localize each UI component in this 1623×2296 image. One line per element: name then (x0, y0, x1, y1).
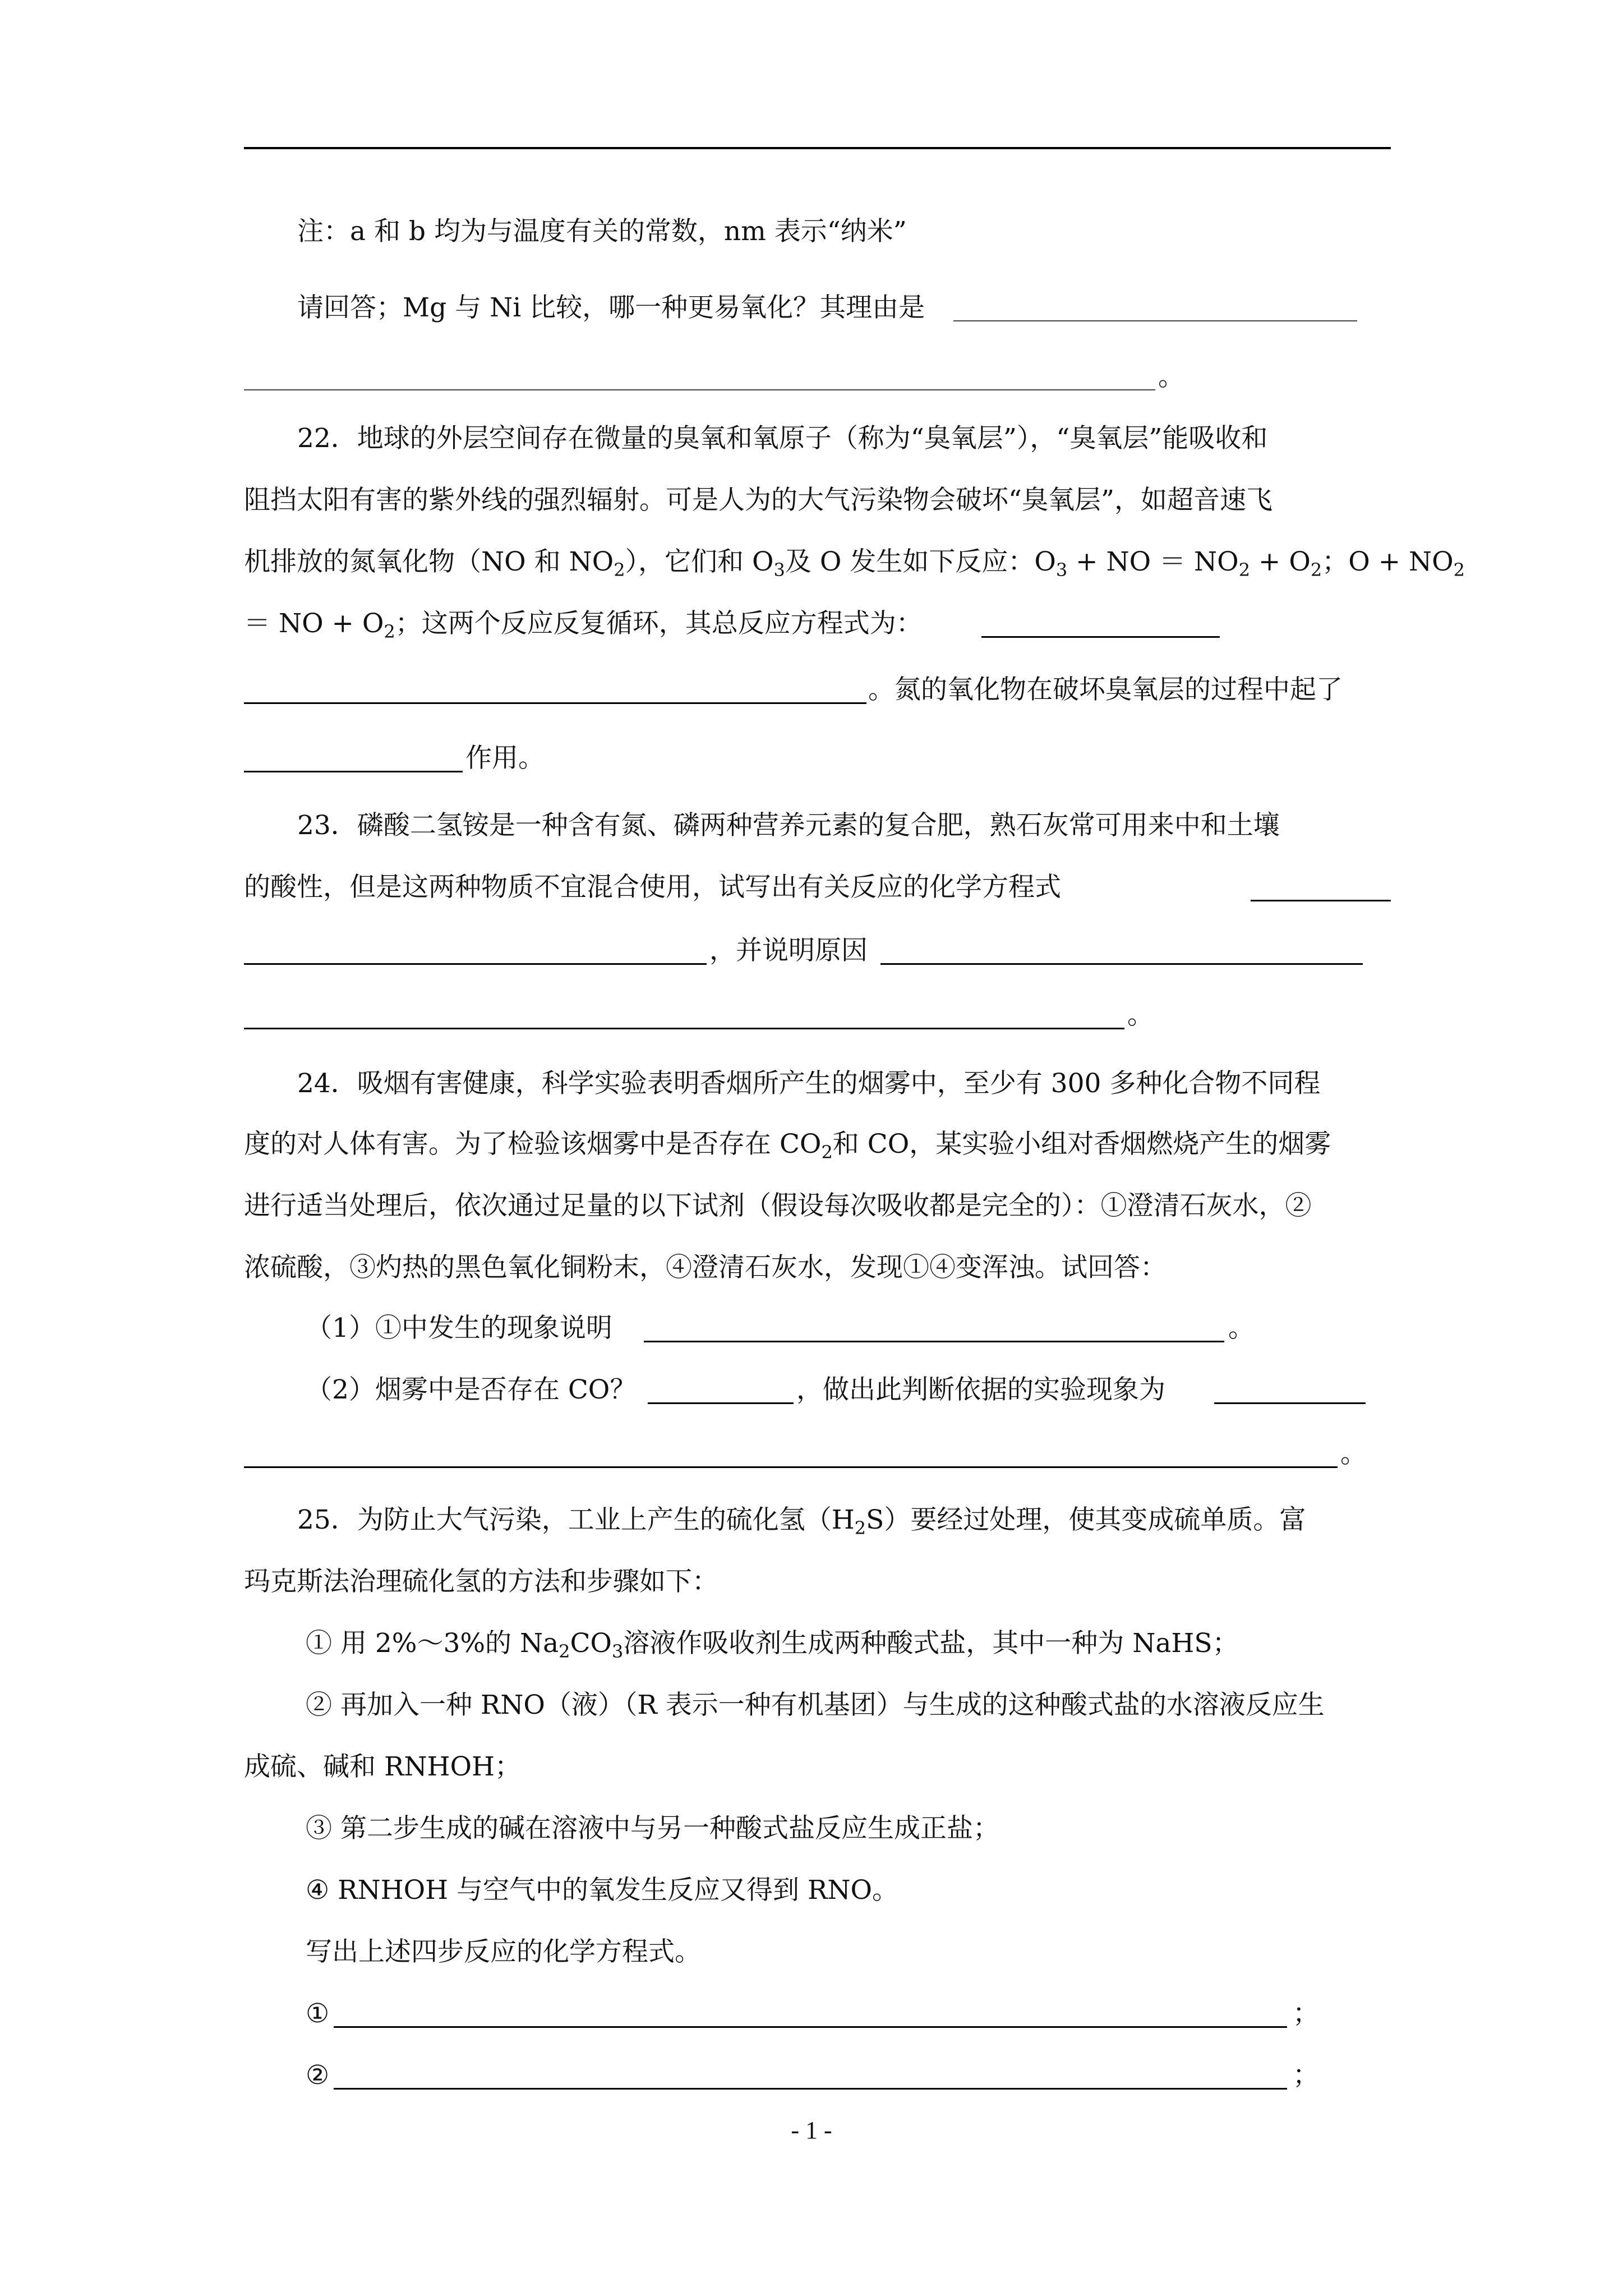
q25-line-2 (0, 1565, 1623, 1599)
q25-step-3 (0, 1812, 1623, 1846)
q25-step-4 (0, 1874, 1623, 1907)
q21-answer-blank-1[interactable] (953, 320, 1357, 321)
q25-step-1 (0, 1627, 1623, 1660)
q24-sub2-text-a: （2）烟雾中是否存在 CO？ (306, 1374, 637, 1405)
q22-line-2 (0, 484, 1623, 517)
q24-sub1-blank[interactable] (644, 1341, 1224, 1342)
q25-text-1: 25．为防止大气污染，工业上产生的硫化氢$(H_2S)$要经过处理，使其变成硫单质。富 (297, 1504, 1306, 1539)
q22-text-6: 作用。 (465, 743, 545, 774)
q22-text-4: ＝ NO + $O_2$；这两个反应反复循环，其总反应方程式为： (244, 608, 923, 642)
q25-answer-2-end: ； (1293, 2060, 1319, 2091)
q25-step-2-cont (0, 1750, 1623, 1784)
q22-line-6 (0, 742, 1623, 775)
q25-answer-2 (0, 2059, 1623, 2092)
q25-answer-1-end: ； (1293, 1998, 1319, 2029)
q21-prompt-line (0, 291, 1623, 325)
q22-role-blank[interactable] (244, 771, 463, 772)
q22-line-4 (0, 607, 1623, 641)
q24-sub1-line (0, 1312, 1623, 1345)
q24-sub2-text-b: ，做出此判断依据的实验现象为 (796, 1374, 1165, 1405)
q22-text-3: 机排放的氮氧化物（NO 和 $NO_2$），它们和 $O_3$及 O 发生如下反应：$O_3$ + NO ＝ $NO_2 + O_2$；$O + NO_2$ (244, 546, 1465, 581)
q22-text-2: 阻挡太阳有害的紫外线的强烈辐射。可是人为的大气污染物会破坏“臭氧层”，如超音速飞 (244, 485, 1273, 516)
q24-sub2-line (0, 1373, 1623, 1407)
q24-end: 。 (1340, 1438, 1367, 1469)
q25-answer-1-mark: ① (306, 1998, 330, 2029)
q25-step-4-text: ④ RNHOH 与空气中的氧发生反应又得到 RNO。 (306, 1875, 899, 1906)
q23-text-1: 23．磷酸二氢铵是一种含有氮、磷两种营养元素的复合肥，熟石灰常可用来中和土壤 (297, 810, 1280, 841)
q22-line-5 (0, 673, 1623, 707)
q21-prompt: 请回答；Mg 与 Ni 比较，哪一种更易氧化？其理由是 (297, 292, 925, 323)
q23-line-3 (0, 934, 1623, 968)
q24-text-1: 24．吸烟有害健康，科学实验表明香烟所产生的烟雾中，至少有 300 多种化合物不同程 (297, 1068, 1321, 1099)
q23-line-2 (0, 871, 1623, 904)
q22-total-equation-blank-2[interactable] (244, 702, 866, 704)
q24-line-4 (0, 1251, 1623, 1285)
q22-line-3 (0, 545, 1623, 579)
q25-answer-1 (0, 1997, 1623, 2031)
q23-equation-blank-2[interactable] (244, 963, 707, 965)
q25-step-1-text: ① 用 2%～3%的 $Na_2CO_3$溶液作吸收剂生成两种酸式盐，其中一种为 NaHS； (306, 1628, 1239, 1662)
q25-step-2-text-a: ② 再加入一种 RNO（液）（R 表示一种有机基团）与生成的这种酸式盐的水溶液反应生 (306, 1690, 1325, 1720)
q23-end: 。 (1127, 1000, 1154, 1030)
q25-step-3-text: ③ 第二步生成的碱在溶液中与另一种酸式盐反应生成正盐； (306, 1813, 999, 1844)
q25-step-2 (0, 1688, 1623, 1722)
q24-text-4: 浓硫酸，③灼热的黑色氧化铜粉末，④澄清石灰水，发现①④变浑浊。试回答： (244, 1252, 1166, 1283)
q22-text-1: 22．地球的外层空间存在微量的臭氧和氧原子（称为“臭氧层”），“臭氧层”能吸收和 (297, 423, 1268, 454)
q24-sub2-line-2 (0, 1437, 1623, 1471)
page-number: - 1 - (791, 2116, 832, 2144)
q23-line-4 (0, 999, 1623, 1032)
q25-step-2-text-b: 成硫、碱和 RNHOH； (244, 1751, 521, 1782)
q24-line-1 (0, 1067, 1623, 1101)
q24-text-3: 进行适当处理后，依次通过足量的以下试剂（假设每次吸收都是完全的）：①澄清石灰水，② (244, 1190, 1312, 1221)
q25-answer-2-mark: ② (306, 2060, 330, 2091)
q25-text-2: 玛克斯法治理硫化氢的方法和步骤如下： (244, 1566, 718, 1597)
header-rule (244, 147, 1391, 149)
q24-text-2: 度的对人体有害。为了检验该烟雾中是否存在 $CO_2$和 CO，某实验小组对香烟燃烧产生的烟雾 (244, 1129, 1331, 1163)
q22-total-equation-blank-1[interactable] (981, 636, 1220, 638)
q21-answer-blank-2[interactable] (244, 389, 1155, 390)
q21-end: 。 (1158, 361, 1184, 392)
q24-line-2 (0, 1128, 1623, 1161)
q24-evidence-blank-1[interactable] (1214, 1402, 1366, 1404)
q24-co-exists-blank[interactable] (648, 1402, 794, 1404)
q23-text-3: ，并说明原因 (709, 935, 868, 966)
q21-blank-line (0, 360, 1623, 394)
q23-equation-blank-1[interactable] (1251, 900, 1391, 901)
note-text: 注：a 和 b 均为与温度有关的常数，nm 表示“纳米” (297, 216, 907, 247)
q23-line-1 (0, 809, 1623, 843)
q25-answer-2-blank[interactable] (334, 2088, 1287, 2090)
q24-evidence-blank-2[interactable] (244, 1466, 1338, 1468)
q22-line-1 (0, 422, 1623, 455)
q23-reason-blank-1[interactable] (880, 963, 1363, 965)
q22-text-5: 。氮的氧化物在破坏臭氧层的过程中起了 (868, 674, 1343, 705)
q23-reason-blank-2[interactable] (244, 1028, 1124, 1029)
q24-sub1-text: （1）①中发生的现象说明 (306, 1313, 612, 1343)
q25-line-1 (0, 1503, 1623, 1537)
q24-sub1-end: 。 (1228, 1313, 1255, 1343)
note-line (0, 215, 1623, 249)
q23-text-2: 的酸性，但是这两种物质不宜混合使用，试写出有关反应的化学方程式 (244, 872, 1061, 903)
q25-instruction-text: 写出上述四步反应的化学方程式。 (306, 1936, 701, 1967)
q24-line-3 (0, 1189, 1623, 1223)
q25-answer-1-blank[interactable] (334, 2026, 1287, 2028)
q25-instruction (0, 1935, 1623, 1969)
